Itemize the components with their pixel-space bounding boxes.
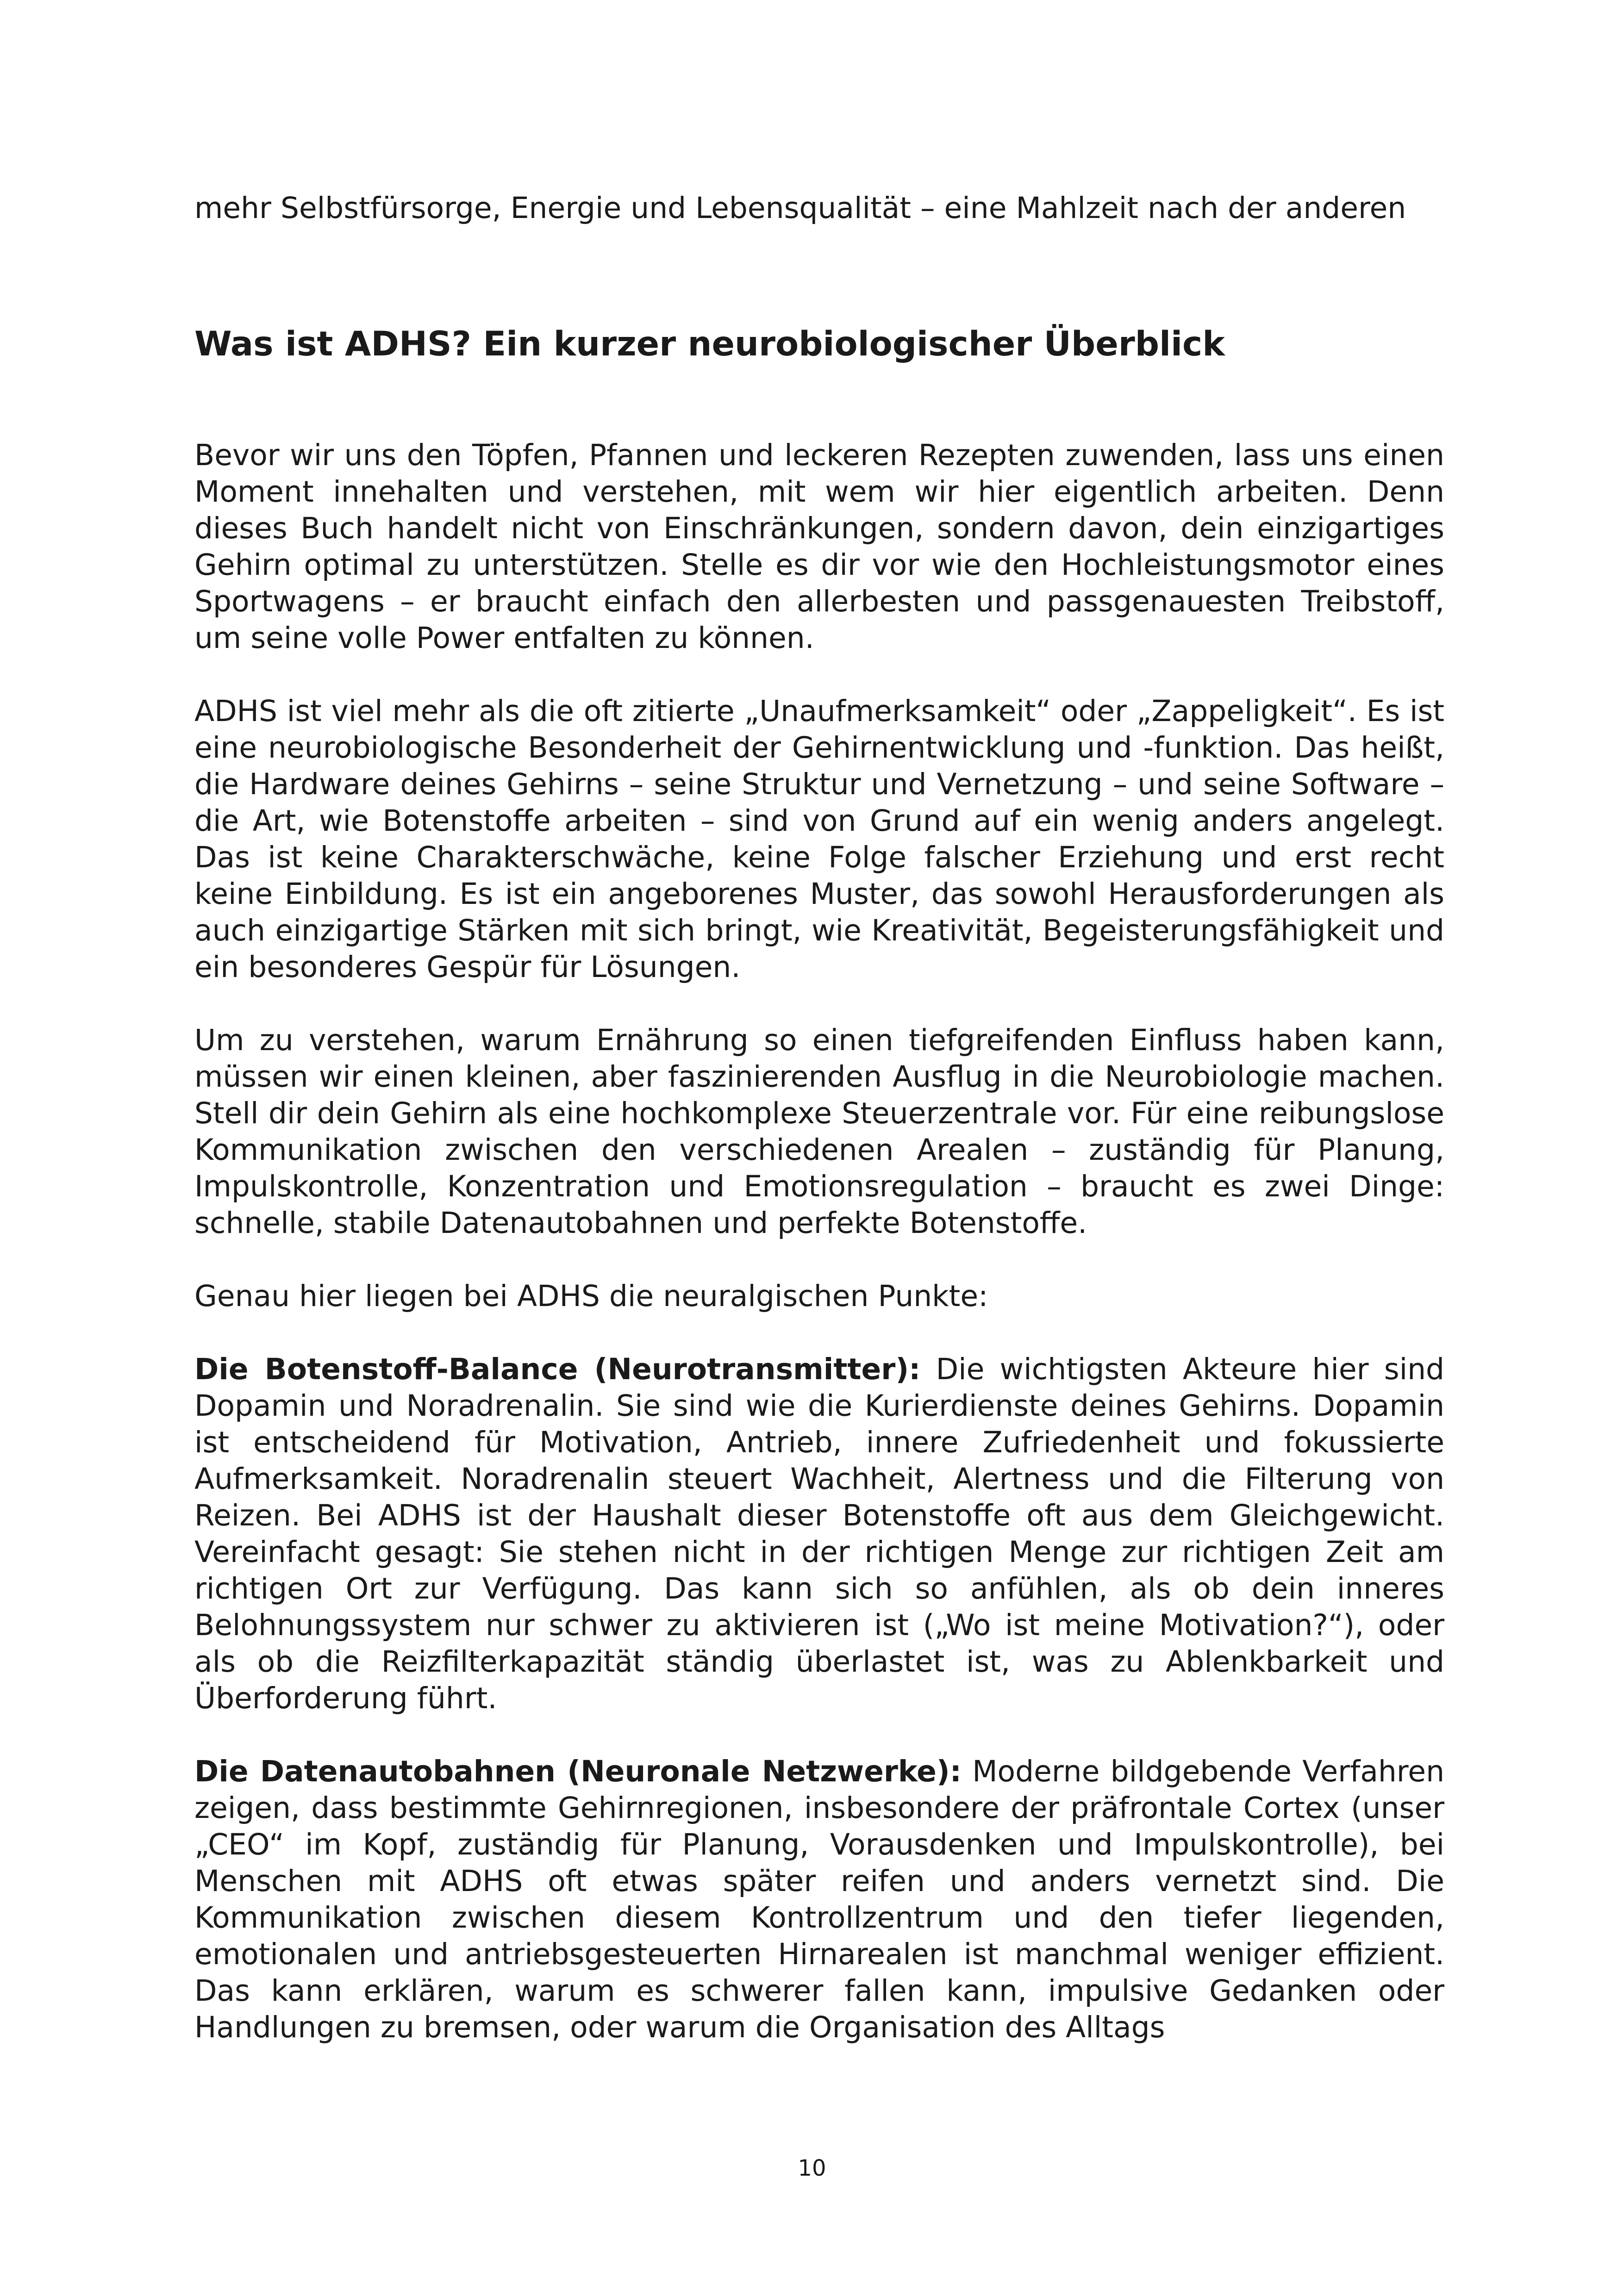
section-text-neurotransmitter: Die wichtigsten Akteure hier sind Dopamin und Noradrenalin. Sie sind wie die Kurierdienste deines Gehirns. Dopamin ist entscheidend für Motivation, Antrieb, innere Zufriedenheit und fokussierte Aufmerksamkeit. Noradrenalin steuert Wachheit, Alertness und die Filterung von Reizen. Bei ADHS ist der Haushalt dieser Botenstoffe oft aus dem Gleichgewicht. Vereinfacht gesagt: Sie stehen nicht in der richtigen Menge zur richtigen Zeit am richtigen Ort zur Verfügung. Das kann sich so anfühlen, als ob dein inneres Belohnungssystem nur schwer zu aktivieren ist („Wo ist meine Motivation?“), oder als ob die Reizfilterkapazität ständig überlastet ist, was zu Ablenkbarkeit und Überforderung führt. (194, 1352, 1444, 1715)
paragraph-1: Bevor wir uns den Töpfen, Pfannen und leckeren Rezepten zuwenden, lass uns einen Moment innehalten und verstehen, mit wem wir hier eigentlich arbeiten. Denn dieses Buch handelt nicht von Einschränkungen, sondern davon, dein einzigartiges Gehirn optimal zu unterstützen. Stelle es dir vor wie den Hochleistungsmotor eines Sportwagens – er braucht einfach den allerbesten und passgenauesten Treibstoff, um seine volle Power entfalten zu können. (194, 438, 1444, 655)
paragraph-3: Um zu verstehen, warum Ernährung so einen tiefgreifenden Einfluss haben kann, müssen wir einen kleinen, aber faszinierenden Ausflug in die Neurobiologie machen. Stell dir dein Gehirn als eine hochkomplexe Steuerzentrale vor. Für eine reibungslose Kommunikation zwischen den verschiedenen Arealen – zuständig für Planung, Impulskontrolle, Konzentration und Emotionsregulation – braucht es zwei Dinge: schnelle, stabile Datenautobahnen und perfekte Botenstoffe. (194, 1023, 1444, 1240)
section-networks (194, 1753, 1444, 2046)
section-text-networks: Moderne bildgebende Verfahren zeigen, dass bestimmte Gehirnregionen, insbesondere der präfrontale Cortex (unser „CEO“ im Kopf, zuständig für Planung, Vorausdenken und Impulskontrolle), bei Menschen mit ADHS oft etwas später reifen und anders vernetzt sind. Die Kommunikation zwischen diesem Kontrollzentrum und den tiefer liegenden, emotionalen und antriebsgesteuerten Hirnarealen ist manchmal weniger effizient. Das kann erklären, warum es schwerer fallen kann, impulsive Gedanken oder Handlungen zu bremsen, oder warum die Organisation des Alltags (194, 1755, 1444, 2044)
section-heading: Was ist ADHS? Ein kurzer neurobiologischer Überblick (194, 324, 1225, 364)
page-number: 10 (798, 2155, 826, 2181)
section-neurotransmitter (194, 1351, 1444, 1717)
section-lead-networks: Die Datenautobahnen (Neuronale Netzwerke): (194, 1755, 962, 1788)
paragraph-2: ADHS ist viel mehr als die oft zitierte „Unaufmerksamkeit“ oder „Zappeligkeit“. Es ist eine neurobiologische Besonderheit der Gehirnentwicklung und -funktion. Das heißt, die Hardware deines Gehirns – seine Struktur und Vernetzung – und seine Software – die Art, wie Botenstoffe arbeiten – sind von Grund auf ein wenig anders angelegt. Das ist keine Charakterschwäche, keine Folge falscher Erziehung und erst recht keine Einbildung. Es ist ein angeborenes Muster, das sowohl Herausforderungen als auch einzigartige Stärken mit sich bringt, wie Kreativität, Begeisterungsfähigkeit und ein besonderes Gespür für Lösungen. (194, 694, 1444, 984)
paragraph-4: Genau hier liegen bei ADHS die neuralgischen Punkte: (194, 1279, 988, 1313)
intro-continuation: mehr Selbstfürsorge, Energie und Lebensqualität – eine Mahlzeit nach der anderen (194, 191, 1406, 225)
page-body (194, 190, 1444, 2046)
section-lead-neurotransmitter: Die Botenstoff-Balance (Neurotransmitter): (194, 1352, 921, 1386)
